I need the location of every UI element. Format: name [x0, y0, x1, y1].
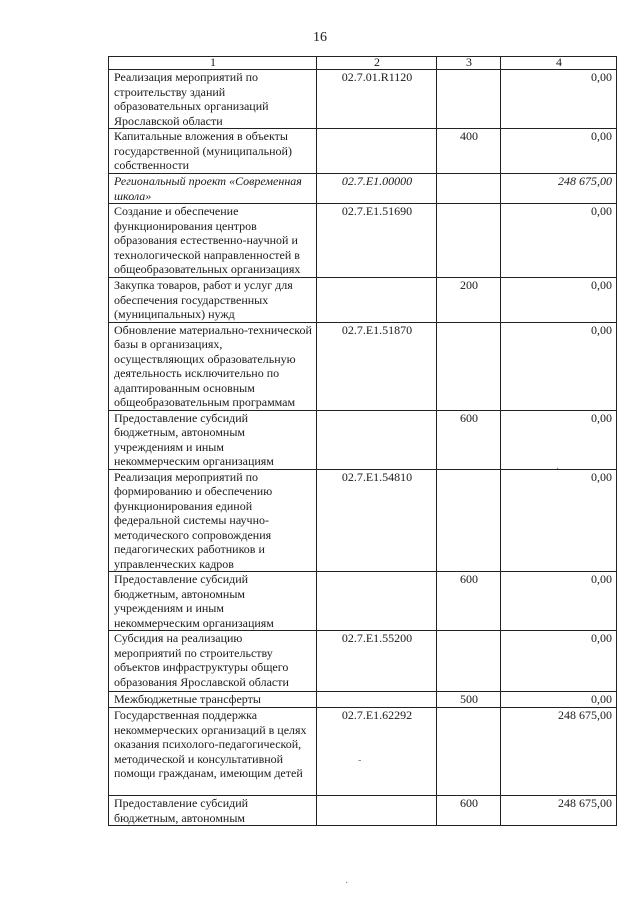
row-name-cell: Реализация мероприятий по формированию и обеспечению функционирования единой федеральной системы научно-методического сопровождения педагогических работников и управленческих кадров: [109, 469, 317, 572]
table-row: [109, 469, 617, 572]
row-type-cell: [437, 708, 501, 796]
row-amount-cell: 0,00: [501, 692, 617, 708]
row-code-cell: [317, 692, 437, 708]
budget-table: [108, 56, 617, 826]
row-name-cell: Государственная поддержка некоммерческих организаций в целях оказания психолого-педагогической, методической и консультативной помощи гражданам, имеющим детей: [109, 708, 317, 796]
table-row: [109, 796, 617, 826]
row-code-cell: 02.7.E1.62292: [317, 708, 437, 796]
table-row: [109, 278, 617, 323]
row-code-cell: [317, 410, 437, 469]
table-row: [109, 572, 617, 631]
row-name-cell: Капитальные вложения в объекты государственной (муниципальной) собственности: [109, 129, 317, 174]
row-name-cell: Предоставление субсидий бюджетным, автономным учреждениям и иным некоммерческим организациям: [109, 572, 317, 631]
row-code-cell: [317, 129, 437, 174]
row-type-cell: [437, 469, 501, 572]
row-name-cell: Закупка товаров, работ и услуг для обеспечения государственных (муниципальных) нужд: [109, 278, 317, 323]
row-name-cell: Предоставление субсидий бюджетным, автономным: [109, 796, 317, 826]
row-code-cell: 02.7.E1.51870: [317, 322, 437, 410]
table-row: [109, 631, 617, 692]
table-row: [109, 129, 617, 174]
scan-mark: -: [358, 755, 362, 766]
row-amount-cell: 0,00: [501, 631, 617, 692]
row-amount-cell: 248 675,00: [501, 708, 617, 796]
row-name-cell: Межбюджетные трансферты: [109, 692, 317, 708]
row-amount-cell: 0,00: [501, 322, 617, 410]
row-amount-cell: 0,00: [501, 572, 617, 631]
row-type-cell: 400: [437, 129, 501, 174]
row-code-cell: 02.7.E1.55200: [317, 631, 437, 692]
row-amount-cell: 248 675,00: [501, 174, 617, 204]
header-row: [109, 57, 617, 70]
row-amount-cell: 0,00: [501, 204, 617, 278]
table-row: [109, 692, 617, 708]
row-code-cell: [317, 572, 437, 631]
table-row: [109, 708, 617, 796]
row-type-cell: 500: [437, 692, 501, 708]
row-name-cell: Реализация мероприятий по строительству зданий образовательных организаций Ярославской области: [109, 70, 317, 129]
row-code-cell: 02.7.01.R1120: [317, 70, 437, 129]
row-name-cell: Предоставление субсидий бюджетным, автономным учреждениям и иным некоммерческим организациям: [109, 410, 317, 469]
table-row: [109, 410, 617, 469]
row-code-cell: 02.7.E1.54810: [317, 469, 437, 572]
row-amount-cell: 0,00: [501, 469, 617, 572]
table-row: [109, 174, 617, 204]
row-type-cell: 200: [437, 278, 501, 323]
row-name-cell: Региональный проект «Современная школа»: [109, 174, 317, 204]
row-type-cell: [437, 70, 501, 129]
row-type-cell: [437, 174, 501, 204]
table-row: [109, 70, 617, 129]
row-type-cell: 600: [437, 410, 501, 469]
row-name-cell: Обновление материально-технической базы в организациях, осуществляющих образовательную деятельность исключительно по адаптированным основным общеобразовательным программам: [109, 322, 317, 410]
header-col-4: 4: [501, 57, 617, 70]
header-col-2: 2: [317, 57, 437, 70]
row-code-cell: 02.7.E1.51690: [317, 204, 437, 278]
row-amount-cell: 0,00: [501, 129, 617, 174]
row-amount-cell: 0,00: [501, 70, 617, 129]
header-col-1: 1: [109, 57, 317, 70]
page-number: 16: [313, 30, 327, 45]
row-type-cell: [437, 204, 501, 278]
scan-mark: ·: [345, 878, 349, 889]
header-col-3: 3: [437, 57, 501, 70]
row-name-cell: Субсидия на реализацию мероприятий по строительству объектов инфраструктуры общего образования Ярославской области: [109, 631, 317, 692]
row-type-cell: 600: [437, 796, 501, 826]
row-amount-cell: 0,00: [501, 410, 617, 469]
table-row: [109, 204, 617, 278]
row-code-cell: 02.7.E1.00000: [317, 174, 437, 204]
row-name-cell: Создание и обеспечение функционирования центров образования естественно-научной и технологической направленностей в общеобразовательных организациях: [109, 204, 317, 278]
row-code-cell: [317, 796, 437, 826]
row-amount-cell: 248 675,00: [501, 796, 617, 826]
table-body: [109, 70, 617, 826]
scan-mark: ·: [556, 464, 560, 475]
row-type-cell: [437, 322, 501, 410]
row-amount-cell: 0,00: [501, 278, 617, 323]
row-code-cell: [317, 278, 437, 323]
row-type-cell: [437, 631, 501, 692]
table-row: [109, 322, 617, 410]
row-type-cell: 600: [437, 572, 501, 631]
